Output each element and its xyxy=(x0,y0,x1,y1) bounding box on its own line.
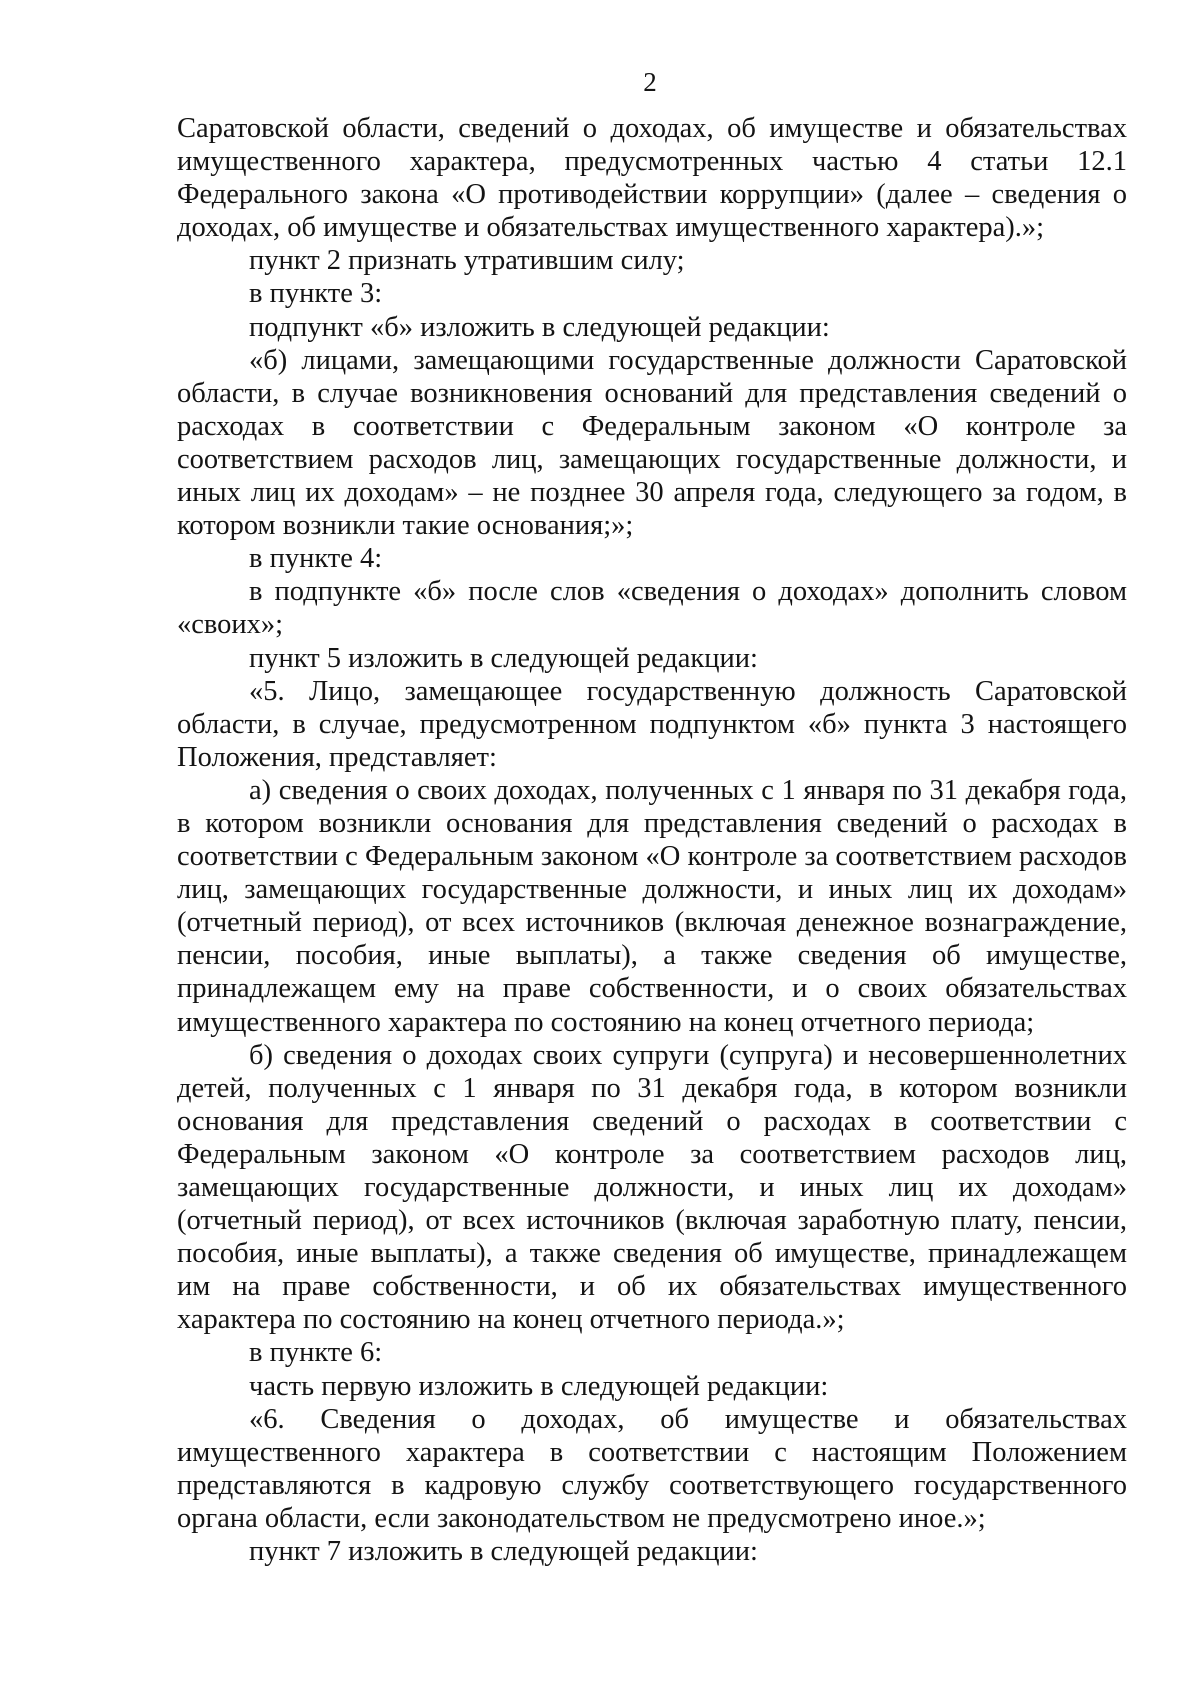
paragraph-continuation: Саратовской области, сведений о доходах, об имуществе и обязательствах имущественного характера, предусмотренных частью 4 статьи 12.1 Федерального закона «О противодействии коррупции» (далее – сведения о доходах, об имуществе и обязательствах имущественного характера).»; xyxy=(177,113,1127,244)
paragraph: пункт 2 признать утратившим силу; xyxy=(249,245,685,277)
document-body xyxy=(177,112,1127,1568)
paragraph: «5. Лицо, замещающее государственную должность Саратовской области, в случае, предусмотренном подпунктом «б» пункта 3 настоящего Положения, представляет: xyxy=(177,675,1127,773)
paragraph: в пункте 4: xyxy=(249,543,383,575)
paragraph: «б) лицами, замещающими государственные должности Саратовской области, в случае возникновения оснований для представления сведений о расходах в соответствии с Федеральным законом «О контроле за соответствием расходов лиц, замещающих государственные должности, и иных лиц их доходам» – не позднее 30 апреля года, следующего за годом, в котором возникли такие основания;»; xyxy=(177,344,1127,542)
paragraph: в подпункте «б» после слов «сведения о доходах» дополнить словом «своих»; xyxy=(177,576,1127,641)
paragraph: б) сведения о доходах своих супруги (супруга) и несовершеннолетних детей, полученных с 1 января по 31 декабря года, в котором возникли основания для представления сведений о расходах в соответствии с Федеральным законом «О контроле за соответствием расходов лиц, замещающих государственные должности, и иных лиц их доходам» (отчетный период), от всех источников (включая заработную плату, пенсии, пособия, иные выплаты), а также сведения об имуществе, принадлежащем им на праве собственности, и об их обязательствах имущественного характера по состоянию на конец отчетного периода.»; xyxy=(177,1039,1127,1336)
paragraph: пункт 7 изложить в следующей редакции: xyxy=(249,1536,758,1568)
paragraph: подпункт «б» изложить в следующей редакции: xyxy=(249,311,830,343)
paragraph: а) сведения о своих доходах, полученных с 1 января по 31 декабря года, в котором возникли основания для представления сведений о расходах в соответствии с Федеральным законом «О контроле за соответствием расходов лиц, замещающих государственные должности, и иных лиц их доходам» (отчетный период), от всех источников (включая денежное вознаграждение, пенсии, пособия, иные выплаты), а также сведения об имуществе, принадлежащем ему на праве собственности, и о своих обязательствах имущественного характера по состоянию на конец отчетного периода; xyxy=(177,774,1127,1038)
paragraph: часть первую изложить в следующей редакции: xyxy=(249,1370,829,1402)
page-number: 2 xyxy=(643,67,657,97)
paragraph: «6. Сведения о доходах, об имуществе и обязательствах имущественного характера в соответствии с настоящим Положением представляются в кадровую службу соответствующего государственного органа области, если законодательством не предусмотрено иное.»; xyxy=(177,1403,1127,1534)
paragraph: пункт 5 изложить в следующей редакции: xyxy=(249,642,758,674)
paragraph: в пункте 3: xyxy=(249,278,383,310)
paragraph: в пункте 6: xyxy=(249,1337,383,1369)
